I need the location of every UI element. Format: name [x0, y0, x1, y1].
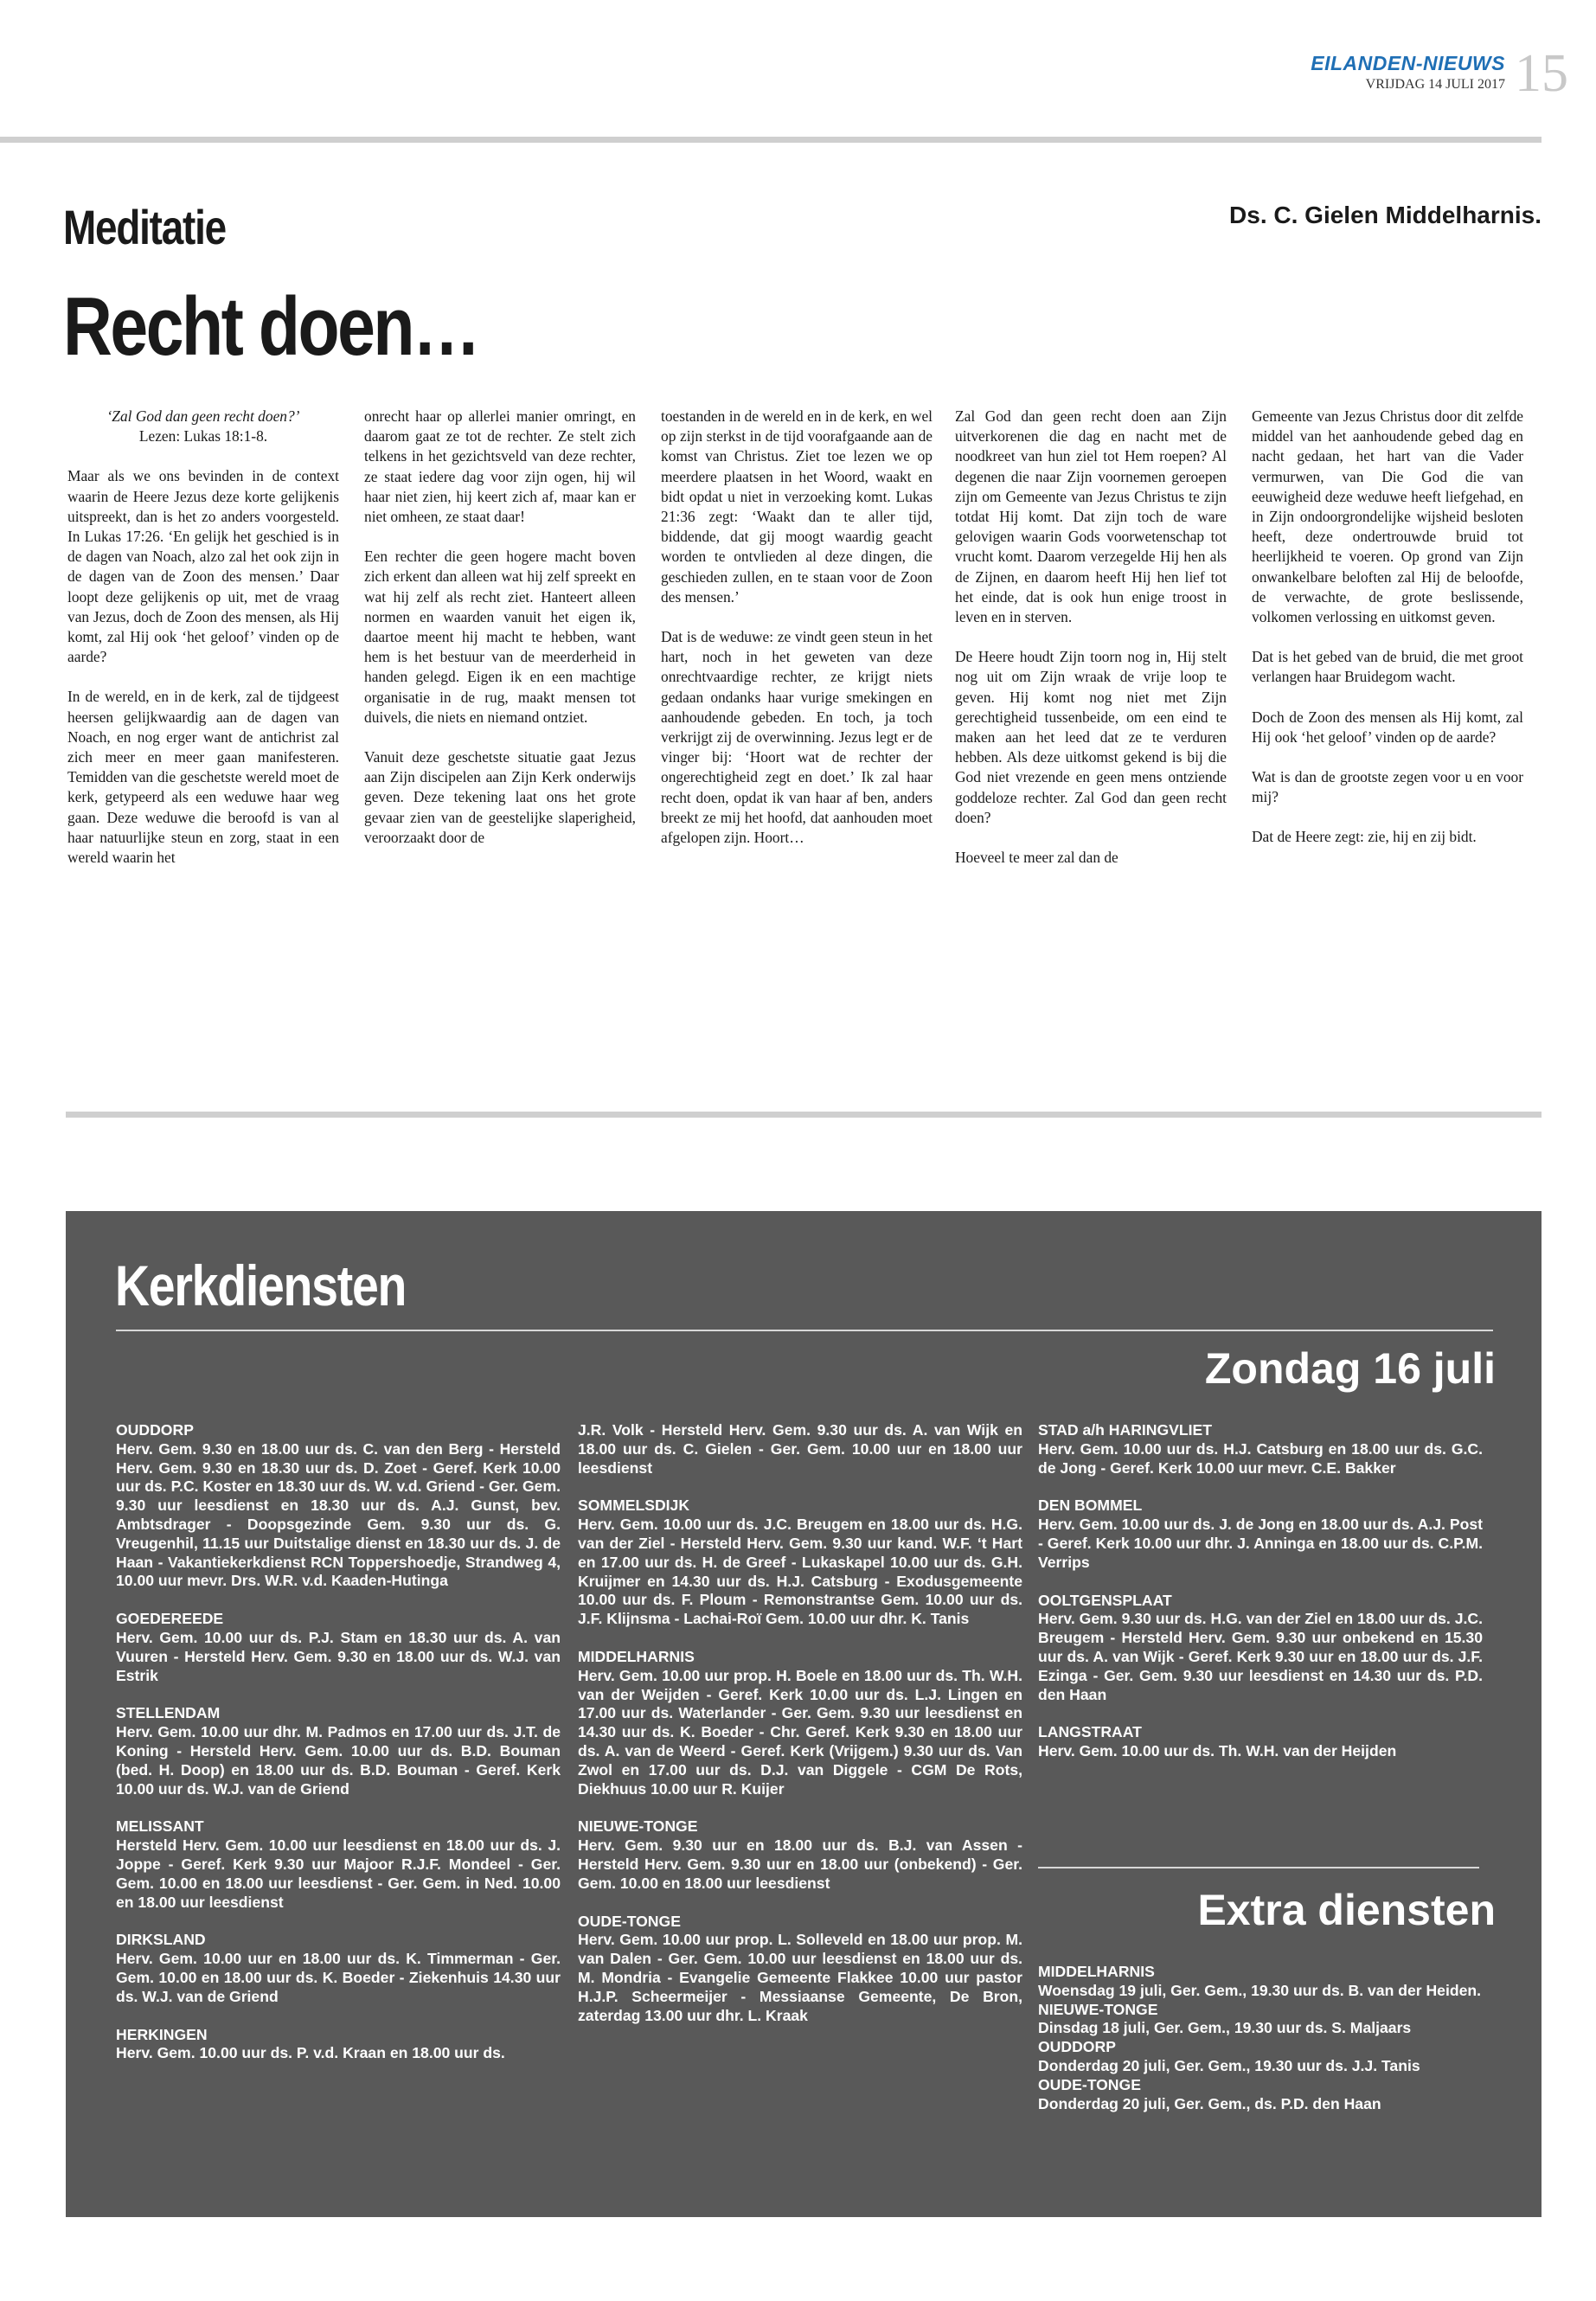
extra-diensten-list — [1038, 1963, 1483, 2113]
service-place: MELISSANT — [116, 1817, 204, 1836]
service-listing — [116, 1931, 561, 2006]
service-listing — [116, 1610, 561, 1685]
services-column-2 — [578, 1421, 1022, 2044]
article-paragraph: In de wereld, en in de kerk, zal de tijdgeest heersen gelijkwaardig aan de dagen van Noach, en nog erger want de antichrist zal zich meer en meer gaan manifesteren. Temidden van die geschetste wereld moet de kerk, getypeerd als een weduwe haar weg gaan. Deze weduwe die beroofd is van al haar natuurlijke steun en zorg, staat in een wereld waarin het — [67, 688, 339, 867]
section-label: Meditatie — [63, 200, 226, 254]
masthead — [1311, 52, 1505, 93]
article-column-3 — [661, 407, 933, 868]
scripture-reference: Lezen: Lukas 18:1-8. — [138, 427, 268, 445]
extra-diensten-rule — [1038, 1867, 1479, 1868]
service-listing — [578, 1421, 1022, 1477]
article-paragraph: Dat is de weduwe: ze vindt geen steun in het hart, noch in het geweten van deze onrechtvaardige rechter, ze krijgt niets gedaan ondanks haar vurige smekingen en aanhoudende gebeden. En toch, ja toch verkrijgt zij de overwinning. Jezus legt er de vinger bij: ‘Hoort wat de rechter der ongerechtigheid zegt en doet.’ Ik zal haar recht doen, opdat ik van haar af ben, anders breekt ze mij het hoofd, dat aanhouden moet afgelopen zijn. Hoort… — [661, 628, 933, 847]
service-details: Herv. Gem. 10.00 uur ds. P. v.d. Kraan en 18.00 uur ds. — [116, 2044, 505, 2062]
service-place: MIDDELHARNIS — [578, 1647, 695, 1665]
article-paragraph: Maar als we ons bevinden in de context waarin de Heere Jezus deze korte gelijkenis uitspreekt, dan is het zo anders voorgesteld. In Lukas 17:26. ‘En gelijk het geschied is in de dagen van Noach, alzo zal het ook zijn in de dagen van de Zoon des mensen.’ Daar loopt deze gelijkenis op uit, met de vraag van Jezus, doch de Zoon des mensen, als Hij komt, zal Hij ook ‘het geloof’ vinden op de aarde? — [67, 467, 339, 666]
service-place: LANGSTRAAT — [1038, 1723, 1142, 1741]
article-paragraph: Een rechter die geen hogere macht boven zich erkent dan alleen wat hij zelf spreekt en wat hij zelf als recht ziet. Hanteert alleen normen en waarden vanuit het eigen ik, daartoe meent hij macht te hebben, want hem is het bestuur van de meerderheid in handen gelegd. Eigen ik en een machtige organisatie in de rug, maakt mensen tot duivels, die niets en niemand ontziet. — [364, 548, 636, 726]
service-place: OUDE-TONGE — [1038, 2075, 1141, 2093]
article-byline: Ds. C. Gielen Middelharnis. — [1229, 202, 1542, 228]
extra-service — [1038, 2076, 1483, 2114]
service-place: STAD a/h HARINGVLIET — [1038, 1421, 1213, 1439]
service-listing — [116, 1704, 561, 1798]
article-paragraph: De Heere houdt Zijn toorn nog in, Hij stelt nog uit om Zijn wraak de vrije loop te geven. Hij komt nog niet met Zijn gerechtigheid tussenbeide, om een eind te maken aan het leed dat ze te verduren hebben. Als deze uitkomst gekend is bij die God niet vrezende en geen mens ontziende goddeloze rechter. Zal God dan geen recht doen? — [955, 648, 1227, 826]
service-listing — [578, 1648, 1022, 1798]
service-details: Donderdag 20 juli, Ger. Gem., ds. P.D. den Haan — [1038, 2094, 1381, 2112]
service-listing — [578, 1913, 1022, 2026]
article-paragraph: Hoeveel te meer zal dan de — [955, 849, 1118, 867]
article-paragraph: Dat de Heere zegt: zie, hij en zij bidt. — [1252, 828, 1477, 846]
service-place: OUDE-TONGE — [578, 1912, 681, 1930]
service-details: J.R. Volk - Hersteld Herv. Gem. 9.30 uur ds. A. van Wijk en 18.00 uur ds. C. Gielen - Ger. Gem. 10.00 uur en 18.00 uur leesdienst — [578, 1421, 1022, 1477]
service-listing — [1038, 1421, 1483, 1477]
article-paragraph: Zal God dan geen recht doen aan Zijn uitverkorenen die dag en nacht met de noodkreet van hun ziel tot Hem roepen? Al degenen die naar Zijn voornemen geroepen zijn om Gemeente van Jezus Christus te zijn totdat Hij komt. Dat zijn toch de ware gelovigen waarin Gods voorwetenschap tot vrucht komt. Daarom verzegelde Hij hen als de Zijnen, en daarom heeft Hij hen lief tot het einde, dat is ook hun enige troost in leven en in sterven. — [955, 407, 1227, 626]
kerkdiensten-rule — [116, 1330, 1493, 1331]
service-place: HERKINGEN — [116, 2025, 208, 2043]
kerkdiensten-box — [66, 1211, 1542, 2217]
article-paragraph: toestanden in de wereld en in de kerk, en wel op zijn sterkst in de tijd voorafgaande aan de komst van Christus. Ziet toe lezen we op meerdere plaatsen in het Woord, waakt en bidt opdat u niet in verzoeking komt. Lukas 21:36 zegt: ‘Waakt dan te aller tijd, biddende, dat gij moogt waardig geacht worden te ontvlieden al deze dingen, die geschieden zullen, en te staan voor de Zoon des mensen.’ — [661, 407, 933, 606]
article-paragraph: Wat is dan de grootste zegen voor u en voor mij? — [1252, 768, 1523, 806]
service-date-heading: Zondag 16 juli — [1204, 1344, 1496, 1393]
header-divider — [0, 137, 1542, 143]
extra-diensten-title: Extra diensten — [1197, 1886, 1496, 1934]
service-details: Woensdag 19 juli, Ger. Gem., 19.30 uur ds. B. van der Heiden. — [1038, 1981, 1482, 1999]
service-place: DEN BOMMEL — [1038, 1497, 1143, 1515]
service-place: GOEDEREEDE — [116, 1610, 224, 1628]
service-listing — [116, 1421, 561, 1591]
services-column-1 — [116, 1421, 561, 2082]
extra-service — [1038, 1963, 1483, 2001]
article-body — [67, 407, 1528, 1029]
services-column-3 — [1038, 1421, 1483, 1780]
service-details: Herv. Gem. 9.30 uur en 18.00 uur ds. B.J. van Assen - Hersteld Herv. Gem. 9.30 uur en 18.00 uur (onbekend) - Ger. Gem. 10.00 en 18.00 uur leesdienst — [578, 1836, 1022, 1892]
newspaper-logo: EILANDEN-NIEUWS — [1311, 52, 1505, 74]
service-listing — [578, 1497, 1022, 1629]
service-details: Herv. Gem. 9.30 en 18.00 uur ds. C. van den Berg - Hersteld Herv. Gem. 9.30 en 18.30 uur ds. D. Zoet - Geref. Kerk 10.00 uur ds. P.C. Koster en 18.30 uur ds. W. v.d. Griend - Ger. Gem. 9.30 uur leesdienst en 18.30 uur ds. A.J. Gunst, bev. Ambtsdrager - Doopsgezinde Gem. 9.30 uur ds. G. Vreugenhil, 11.15 uur Duitstalige dienst en 18.30 uur ds. J. de Haan - Vakantiekerkdienst RCN Toppershoedje, Strandweg 4, 10.00 uur mevr. Drs. W.R. v.d. Kaaden-Hutinga — [116, 1439, 561, 1590]
scripture-quote: ‘Zal God dan geen recht doen?’ — [106, 407, 300, 425]
service-place: OUDDORP — [1038, 2038, 1116, 2056]
article-paragraph: Vanuit deze geschetste situatie gaat Jezus aan Zijn discipelen aan Zijn Kerk onderwijs geven. Deze tekening laat ons het grote gevaar zien van de geestelijke slaperigheid, veroorzaakt door de — [364, 748, 636, 846]
service-details: Herv. Gem. 10.00 uur ds. Th. W.H. van der Heijden — [1038, 1742, 1397, 1760]
service-details: Hersteld Herv. Gem. 10.00 uur leesdienst en 18.00 uur ds. J. Joppe - Geref. Kerk 9.30 uur Majoor R.J.F. Mondeel - Ger. Gem. 10.00 en 18.00 uur leesdienst - Ger. Gem. in Ned. 10.00 en 18.00 uur leesdienst — [116, 1836, 561, 1911]
service-listing — [116, 2026, 561, 2064]
service-place: DIRKSLAND — [116, 1931, 206, 1949]
article-column-2 — [364, 407, 636, 868]
article-paragraph: Dat is het gebed van de bruid, die met groot verlangen haar Bruidegom wacht. — [1252, 648, 1523, 686]
service-place: MIDDELHARNIS — [1038, 1963, 1155, 1980]
service-details: Dinsdag 18 juli, Ger. Gem., 19.30 uur ds. S. Maljaars — [1038, 2019, 1412, 2037]
service-place: NIEUWE-TONGE — [1038, 2000, 1158, 2018]
article-paragraph: Doch de Zoon des mensen als Hij komt, zal Hij ook ‘het geloof’ vinden op de aarde? — [1252, 708, 1523, 746]
service-listing — [1038, 1592, 1483, 1705]
article-paragraph: Gemeente van Jezus Christus door dit zelfde middel van het aanhoudende gebed dag en nacht gedaan, het hart van die Vader vermurwen, van Die God die van eeuwigheid deze weduwe heeft liefgehad, en in Zijn ondoorgrondelijke wijsheid besloten heeft, deze ondertrouwde bruid tot heerlijkheid te voeren. Op grond van Zijn onwankelbare beloften zal Hij de beloofde, de verwachte, de grote beslissende, volkomen verlossing en uitkomst geven. — [1252, 407, 1523, 626]
service-details: Herv. Gem. 10.00 uur en 18.00 uur ds. K. Timmerman - Ger. Gem. 10.00 en 18.00 uur ds. K. Boeder - Ziekenhuis 14.30 uur ds. W.J. van de Griend — [116, 1950, 561, 2005]
extra-service — [1038, 2038, 1483, 2076]
service-details: Herv. Gem. 10.00 uur dhr. M. Padmos en 17.00 uur ds. J.T. de Koning - Hersteld Herv. Gem. 10.00 uur ds. B.D. Bouman (bed. H. Doop) en 18.00 uur ds. B.D. Bouman - Geref. Kerk 10.00 uur ds. W.J. van de Griend — [116, 1723, 561, 1798]
service-details: Herv. Gem. 10.00 uur prop. H. Boele en 18.00 uur ds. Th. W.H. van der Weijden - Geref. Kerk 10.00 uur ds. L.J. Lingen en 17.00 uur ds. Waterlander - Ger. Gem. 9.30 uur leesdienst en 14.30 uur ds. K. Boeder - Chr. Geref. Kerk 9.30 en 18.00 uur ds. A. van de Weerd - Geref. Kerk (Vrijgem.) 9.30 uur ds. Van Zwol en 17.00 uur ds. D.J. van Diggele - CGM De Rots, Diekhuus 10.00 uur R. Kuijer — [578, 1666, 1022, 1798]
service-place: NIEUWE-TONGE — [578, 1817, 698, 1836]
service-listing — [578, 1817, 1022, 1893]
service-details: Herv. Gem. 10.00 uur ds. P.J. Stam en 18.30 uur ds. A. van Vuuren - Hersteld Herv. Gem. 9.30 en 18.00 uur ds. W.J. van Estrik — [116, 1628, 561, 1684]
page-number: 15 — [1515, 44, 1568, 103]
service-details: Herv. Gem. 10.00 uur ds. H.J. Catsburg en 18.00 uur ds. G.C. de Jong - Geref. Kerk 10.00 uur mevr. C.E. Bakker — [1038, 1439, 1483, 1477]
kerkdiensten-title: Kerkdiensten — [115, 1253, 407, 1317]
article-paragraph: onrecht haar op allerlei manier omringt, en daarom gaat ze tot de rechter. Ze stelt zich telkens in het gezichtsveld van deze rechter, ze staat iedere dag voor zijn ogen, hij wil haar niet zien, hij keert zich af, maar kan er niet omheen, ze staat daar! — [364, 407, 636, 526]
service-place: STELLENDAM — [116, 1704, 221, 1722]
service-place: OUDDORP — [116, 1421, 194, 1439]
service-place: SOMMELSDIJK — [578, 1497, 690, 1515]
issue-date: VRIJDAG 14 JULI 2017 — [1365, 77, 1505, 92]
article-column-4 — [955, 407, 1227, 888]
service-place: OOLTGENSPLAAT — [1038, 1591, 1172, 1609]
service-listing — [1038, 1497, 1483, 1572]
service-details: Herv. Gem. 10.00 uur ds. J.C. Breugem en 18.00 uur ds. H.G. van der Ziel - Hersteld Herv. Gem. 9.30 uur kand. W.F. ‘t Hart en 17.00 uur ds. H. de Greef - Lukaskapel 10.00 uur ds. G.H. Kruijmer en 14.30 uur ds. H.J. Catsburg - Exodusgemeente 10.00 uur ds. F. Ploum - Remonstrantse Gem. 10.00 uur ds. J.F. Klijnsma - Lachai-Roï Gem. 10.00 uur dhr. K. Tanis — [578, 1516, 1022, 1628]
service-listing — [1038, 1723, 1483, 1761]
extra-service — [1038, 2001, 1483, 2039]
service-details: Herv. Gem. 9.30 uur ds. H.G. van der Ziel en 18.00 uur ds. J.C. Breugem - Hersteld Herv. Gem. 9.30 uur onbekend en 15.30 uur ds. A. van Wijk - Geref. Kerk 9.30 uur en 18.00 uur ds. J.F. Ezinga - Ger. Gem. 9.30 uur leesdienst en 14.30 uur ds. P.D. den Haan — [1038, 1610, 1483, 1703]
service-listing — [116, 1817, 561, 1912]
article-column-5 — [1252, 407, 1523, 868]
service-details: Herv. Gem. 10.00 uur prop. L. Solleveld en 18.00 uur prop. M. van Dalen - Ger. Gem. 10.00 uur leesdienst en 18.00 uur ds. M. Mondria - Evangelie Gemeente Flakkee 10.00 uur pastor H.J.P. Scheermeijer - Messiaanse Gemeente, De Bron, zaterdag 13.00 uur dhr. L. Kraak — [578, 1931, 1022, 2024]
article-headline: Recht doen… — [63, 280, 479, 373]
service-details: Herv. Gem. 10.00 uur ds. J. de Jong en 18.00 uur ds. A.J. Post - Geref. Kerk 10.00 uur dhr. J. Anninga en 18.00 uur ds. C.P.M. Verrips — [1038, 1516, 1483, 1571]
service-details: Donderdag 20 juli, Ger. Gem., 19.30 uur ds. J.J. Tanis — [1038, 2056, 1420, 2074]
section-divider — [66, 1112, 1542, 1118]
article-column-1 — [67, 407, 339, 888]
